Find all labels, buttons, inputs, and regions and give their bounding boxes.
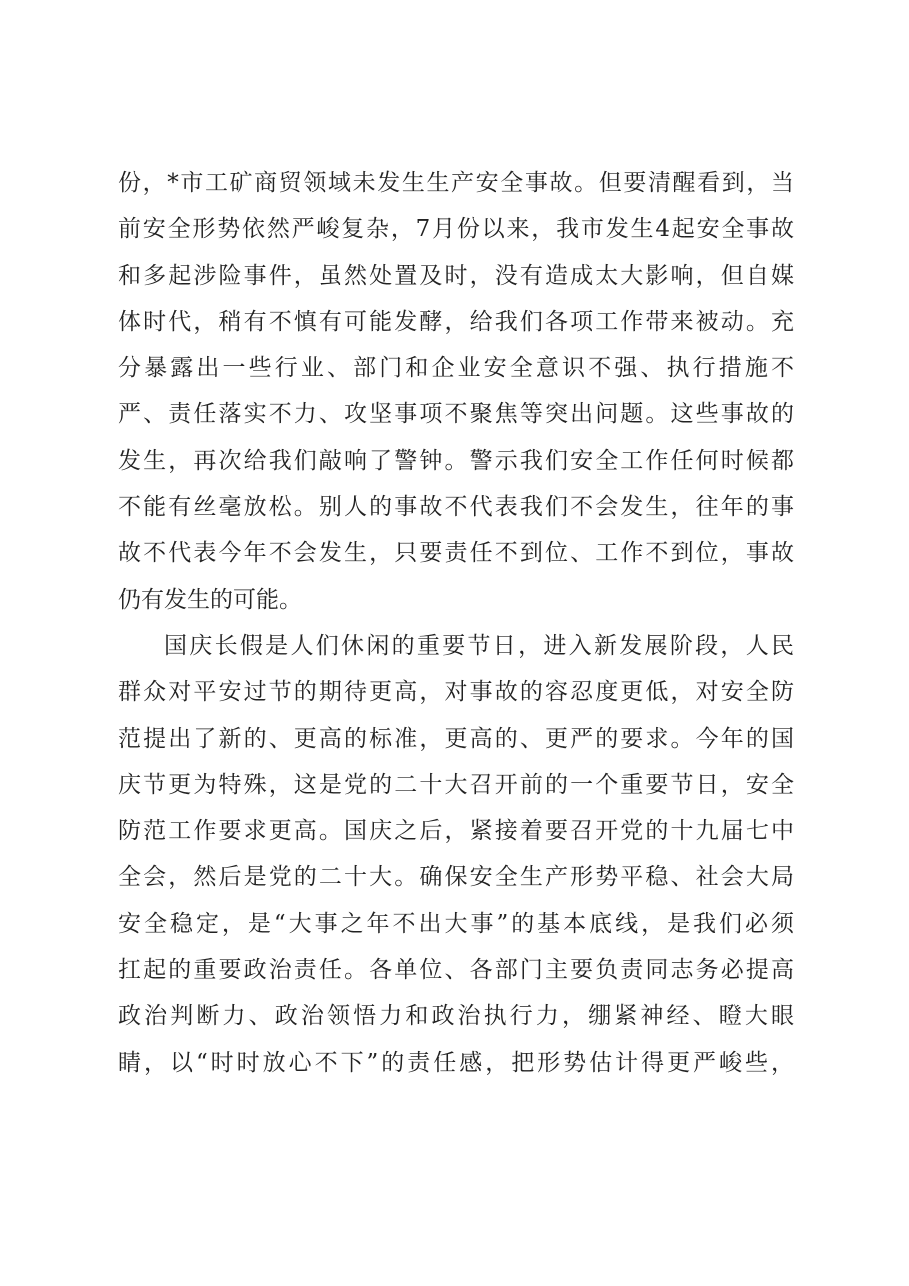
text-line: 发生，再次给我们敲响了警钟。警示我们安全工作任何时候都 <box>118 447 794 474</box>
text-line: 严、责任落实不力、攻坚事项不聚焦等突出问题。这些事故的 <box>118 401 794 428</box>
text-line: 体时代，稍有不慎有可能发酵，给我们各项工作带来被动。充 <box>118 308 794 335</box>
text-line: 不能有丝毫放松。别人的事故不代表我们不会发生，往年的事 <box>118 494 794 521</box>
text-line: 睛，以“时时放心不下”的责任感，把形势估计得更严峻些， <box>118 1049 794 1076</box>
text-line: 扛起的重要政治责任。各单位、各部门主要负责同志务必提高 <box>118 957 794 984</box>
text-line: 庆节更为特殊，这是党的二十大召开前的一个重要节日，安全 <box>118 771 794 798</box>
text-line: 全会，然后是党的二十大。确保安全生产形势平稳、社会大局 <box>118 864 794 891</box>
text-line: 范提出了新的、更高的标准，更高的、更严的要求。今年的国 <box>118 725 794 752</box>
text-line: 群众对平安过节的期待更高，对事故的容忍度更低，对安全防 <box>118 679 794 706</box>
paragraph-2 <box>118 623 794 1086</box>
text-line: 仍有发生的可能。 <box>118 586 302 613</box>
text-line: 防范工作要求更高。国庆之后，紧接着要召开党的十九届七中 <box>118 818 794 845</box>
text-line: 政治判断力、政治领悟力和政治执行力，绷紧神经、瞪大眼 <box>118 1003 794 1030</box>
text-line: 和多起涉险事件，虽然处置及时，没有造成太大影响，但自媒 <box>118 262 794 289</box>
paragraph-1 <box>118 160 794 623</box>
text-line: 前安全形势依然严峻复杂，7月份以来，我市发生4起安全事故 <box>118 216 794 243</box>
text-line: 安全稳定，是“大事之年不出大事”的基本底线，是我们必须 <box>118 910 794 937</box>
text-line: 份，*市工矿商贸领域未发生生产安全事故。但要清醒看到，当 <box>118 170 794 196</box>
text-line: 国庆长假是人们休闲的重要节日，进入新发展阶段，人民 <box>164 632 794 659</box>
text-line: 故不代表今年不会发生，只要责任不到位、工作不到位，事故 <box>118 540 794 567</box>
text-line: 分暴露出一些行业、部门和企业安全意识不强、执行措施不 <box>118 355 794 382</box>
document-body <box>118 160 794 1086</box>
